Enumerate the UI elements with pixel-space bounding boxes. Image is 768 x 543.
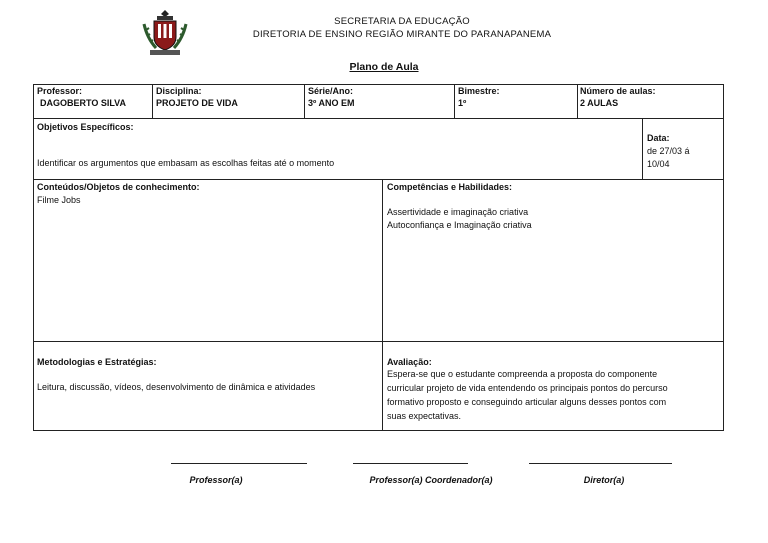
- bimestre-value: 1º: [458, 98, 467, 108]
- avaliacao-line-4: suas expectativas.: [387, 411, 462, 421]
- aulas-value: 2 AULAS: [580, 98, 619, 108]
- signature-line-diretor: [529, 463, 672, 464]
- metodologias-label: Metodologias e Estratégias:: [37, 357, 157, 367]
- objetivos-text: Identificar os argumentos que embasam as escolhas feitas até o momento: [37, 158, 335, 168]
- avaliacao-line-2: curricular projeto de vida entendendo os principais pontos do percurso: [387, 383, 668, 393]
- signature-label-diretor: Diretor(a): [583, 475, 625, 485]
- objetivos-label: Objetivos Específicos:: [37, 122, 134, 132]
- disciplina-value: PROJETO DE VIDA: [156, 98, 238, 108]
- competencias-line-2: Autoconfiança e Imaginação criativa: [387, 220, 532, 230]
- header-line-1: SECRETARIA DA EDUCAÇÃO: [334, 16, 470, 27]
- conteudos-label: Conteúdos/Objetos de conhecimento:: [37, 182, 200, 192]
- page-title: Plano de Aula: [349, 61, 419, 73]
- conteudos-text: Filme Jobs: [37, 195, 81, 205]
- signature-label-professor: Professor(a): [189, 475, 243, 485]
- signature-label-coordenador: Professor(a) Coordenador(a): [369, 475, 493, 485]
- professor-label: Professor:: [37, 86, 83, 96]
- avaliacao-label: Avaliação:: [387, 357, 432, 367]
- serie-value: 3º ANO EM: [308, 98, 355, 108]
- signature-line-coordenador: [353, 463, 468, 464]
- bimestre-label: Bimestre:: [458, 86, 500, 96]
- competencias-label: Competências e Habilidades:: [387, 182, 513, 192]
- avaliacao-line-1: Espera-se que o estudante compreenda a proposta do componente: [387, 369, 658, 379]
- competencias-line-1: Assertividade e imaginação criativa: [387, 207, 529, 217]
- professor-value: DAGOBERTO SILVA: [40, 98, 127, 108]
- data-line-2: 10/04: [647, 159, 670, 169]
- header-line-2: DIRETORIA DE ENSINO REGIÃO MIRANTE DO PARANAPANEMA: [252, 29, 552, 40]
- serie-label: Série/Ano:: [308, 86, 354, 96]
- aulas-label: Número de aulas:: [580, 86, 656, 96]
- avaliacao-line-3: formativo proposto e conseguindo articular alguns desses pontos com: [387, 397, 667, 407]
- data-line-1: de 27/03 á: [647, 146, 690, 156]
- signature-line-professor: [171, 463, 307, 464]
- metodologias-text: Leitura, discussão, vídeos, desenvolvimento de dinâmica e atividades: [37, 382, 316, 392]
- disciplina-label: Disciplina:: [156, 86, 202, 96]
- data-label: Data:: [647, 133, 670, 143]
